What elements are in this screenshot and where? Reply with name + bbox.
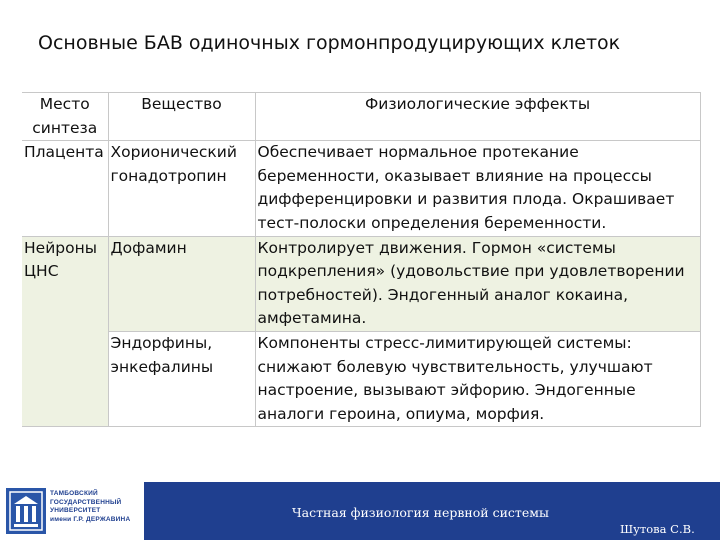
cell-site: Нейроны ЦНС — [22, 236, 108, 331]
table-row — [22, 236, 700, 331]
university-name — [50, 490, 142, 524]
cell-substance: Хорионический гонадотропин — [108, 141, 255, 236]
university-line: ГОСУДАРСТВЕННЫЙ — [50, 498, 122, 506]
cell-site — [22, 331, 108, 426]
header-effects: Физиологические эффекты — [255, 93, 700, 141]
author-name: Шутова С.В. — [620, 522, 695, 536]
table-header-row — [22, 93, 700, 141]
header-site: Место синтеза — [22, 93, 108, 141]
course-title: Частная физиология нервной системы — [292, 505, 549, 520]
table-row — [22, 141, 700, 236]
university-line: УНИВЕРСИТЕТ — [50, 507, 101, 514]
cell-effects: Обеспечивает нормальное протекание беременности, оказывает влияние на процессы дифференцировки и развития плода. Окрашивает тест-полоски определения беременности. — [255, 141, 700, 236]
university-line: имени Г.Р. ДЕРЖАВИНА — [50, 515, 131, 523]
university-emblem-icon — [6, 488, 46, 534]
cell-effects: Компоненты стресс-лимитирующей системы: снижают болевую чувствительность, улучшают настроение, вызывают эйфорию. Эндогенные аналоги героина, опиума, морфия. — [255, 331, 700, 426]
footer-divider — [142, 482, 144, 540]
university-line: ТАМБОВСКИЙ — [50, 490, 98, 497]
cell-substance: Эндорфины, энкефалины — [108, 331, 255, 426]
bav-table — [22, 92, 701, 427]
cell-site: Плацента — [22, 141, 108, 236]
table-row — [22, 331, 700, 426]
slide-title: Основные БАВ одиночных гормонпродуцирующих клеток — [38, 32, 621, 54]
cell-substance: Дофамин — [108, 236, 255, 331]
header-substance: Вещество — [108, 93, 255, 141]
cell-effects: Контролирует движения. Гормон «системы подкрепления» (удовольствие при удовлетворении потребностей). Эндогенный аналог кокаина, амфетамина. — [255, 236, 700, 331]
